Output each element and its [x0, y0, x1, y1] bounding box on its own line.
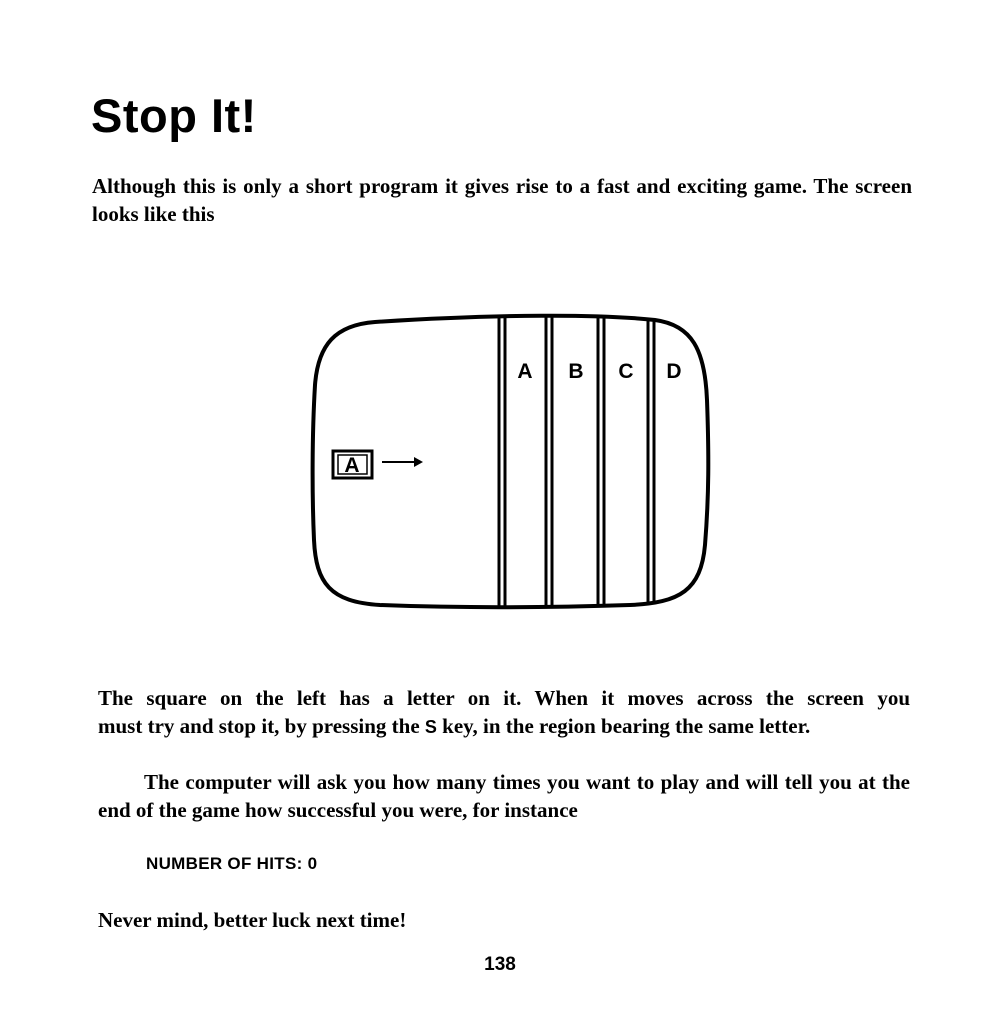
- moving-square-letter: A: [344, 454, 360, 477]
- game-screen-illustration: [300, 305, 720, 620]
- closing-line: Never mind, better luck next time!: [98, 908, 407, 932]
- intro-paragraph: Although this is only a short program it gives rise to a fast and exciting game. The screen looks like this: [92, 174, 912, 226]
- region-label-c: C: [618, 360, 634, 383]
- rules-paragraph: [98, 684, 910, 741]
- arrow-right-icon: [382, 457, 423, 467]
- region-label-d: D: [666, 360, 682, 383]
- rules-text-before-key: must try and stop it, by pressing the: [98, 714, 425, 738]
- rules-line-2: [98, 712, 910, 741]
- output-example: NUMBER OF HITS: 0: [146, 854, 318, 873]
- s-key-label: S: [424, 717, 437, 737]
- page-title: Stop It!: [91, 89, 257, 142]
- scoring-paragraph: The computer will ask you how many times you want to play and will tell you at the end of the game how successful you were, for instance: [98, 770, 910, 822]
- game-screen-drawing: [300, 305, 720, 615]
- rules-line-1: The square on the left has a letter on it. When it moves across the screen you: [98, 686, 910, 710]
- region-label-a: A: [517, 360, 533, 383]
- rules-text-after-key: key, in the region bearing the same letter.: [436, 714, 811, 738]
- page-number: 138: [484, 954, 516, 975]
- region-dividers: [499, 305, 654, 615]
- region-label-b: B: [568, 360, 584, 383]
